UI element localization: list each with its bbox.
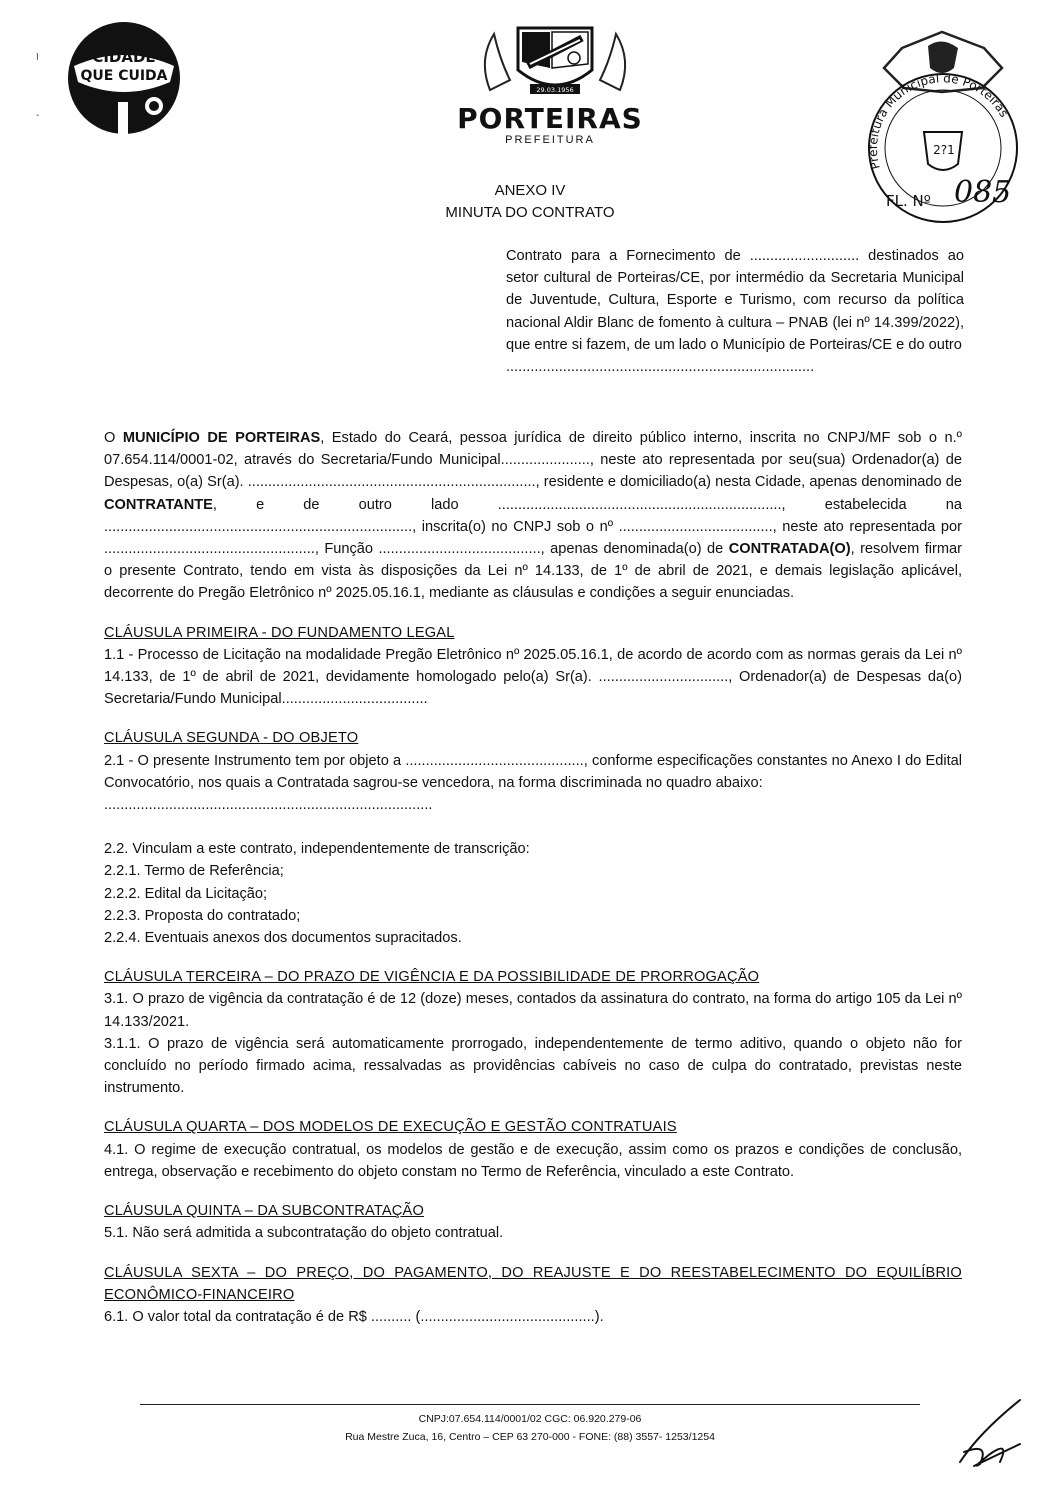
clause-2 (104, 727, 962, 949)
clause-1 (104, 622, 962, 711)
municipio-name: MUNICÍPIO DE PORTEIRAS (122, 430, 321, 446)
prefeitura-stamp (862, 28, 1024, 228)
cidade-que-cuida-logo (66, 22, 184, 170)
clause-title: CLÁUSULA TERCEIRA – DO PRAZO DE VIGÊNCIA E DA POSSIBILIDADE DE PRORROGAÇÃO (104, 969, 760, 986)
brand-subtitle: PREFEITURA (505, 134, 595, 146)
clause-item: 2.2.3. Proposta do contratado; (104, 907, 301, 924)
clause-title: CLÁUSULA QUINTA – DA SUBCONTRATAÇÃO (104, 1203, 425, 1220)
clause-text: 1.1 - Processo de Licitação na modalidade Pregão Eletrônico nº 2025.05.16.1, de acordo de acordo com as normas gerais da Lei nº 14.133, de 1º de abril de 2021, devidamente homologado pelo(a) Sr(a). ................................, Ordenador(a) de Despesas da(o) Secretaria/Fundo Municipal.................................... (104, 646, 962, 708)
clause-text: 3.1.1. O prazo de vigência será automaticamente prorrogado, independentemente de termo aditivo, quando o objeto não for concluído no período firmado acima, ressalvadas as providências cabíveis no caso de culpa do contratado, previstas neste instrumento. (104, 1035, 962, 1097)
clause-3 (104, 966, 962, 1099)
clause-title: CLÁUSULA SEXTA – DO PREÇO, DO PAGAMENTO, DO REAJUSTE E DO REESTABELECIMENTO DO EQUILÍBRIO ECONÔMICO-FINANCEIRO (104, 1264, 962, 1303)
summary-text: Contrato para a Fornecimento de ........................... destinados ao setor cultural de Porteiras/CE, por intermédio da Secretaria Municipal de Juventude, Cultura, Esporte e Turismo, com recurso da política nacional Aldir Blanc de fomento à cultura – PNAB (lei nº 14.399/2022), que entre si fazem, de um lado o Município de Porteiras/CE e do outro (506, 248, 964, 353)
annex-heading (350, 180, 710, 224)
logo-text-line2: QUE CUIDA (80, 68, 168, 84)
annex-title: ANEXO IV (494, 182, 566, 199)
crest-date: 29.03.1956 (536, 86, 574, 94)
margin-mark: I (36, 52, 39, 63)
clause-title: CLÁUSULA QUARTA – DOS MODELOS DE EXECUÇÃO E GESTÃO CONTRATUAIS (104, 1119, 677, 1136)
clause-text: 3.1. O prazo de vigência da contratação é de 12 (doze) meses, contados da assinatura do contrato, na forma do artigo 105 da Lei nº 14.133/2021. (104, 991, 962, 1030)
brand-block (430, 104, 670, 146)
preamble-paragraph: O MUNICÍPIO DE PORTEIRAS, Estado do Ceará, pessoa jurídica de direito público interno, inscrita no CNPJ/MF sob o n.º 07.654.114/0001-02, através do Secretaria/Fundo Municipal......................, neste ato representada por seu(sua) Ordenador(a) de Despesas, o(a) Sr(a). ......................................................................., residente e domiciliado(a) nesta Cidade, apenas denominado de CONTRATANTE, e de outro lado ......................................................................, estabelecida na ............................................................................, inscrita(o) no CNPJ sob o nº ......................................, neste ato representada por ...................................................., Função ........................................, apenas denominada(o) de CONTRATADA(O), resolvem firmar o presente Contrato, tendo em vista às disposições da Lei nº 14.133, de 1º de abril de 2021, e demais legislação aplicável, decorrente do Pregão Eletrônico nº 2025.05.16.1, mediante as cláusulas e condições a seguir enunciadas. (104, 430, 962, 602)
clause-dots: ................................................................................. (104, 797, 433, 814)
clause-text: 5.1. Não será admitida a subcontratação do objeto contratual. (104, 1225, 504, 1242)
margin-mark: - (36, 110, 40, 121)
clause-4 (104, 1116, 962, 1183)
clause-item: 2.2.1. Termo de Referência; (104, 863, 284, 880)
contract-body (104, 427, 962, 1328)
porteiras-crest-icon (470, 20, 640, 100)
stamp-circular-text: Prefeitura Municipal de Porteiras (865, 71, 1012, 171)
footer-cnpj: CNPJ:07.654.114/0001/02 CGC: 06.920.279-06 (418, 1413, 642, 1425)
clause-text: 2.1 - O presente Instrumento tem por objeto a ............................................, conforme especificações constantes no Anexo I do Edital Convocatório, nos quais a Contratada sagrou-se vencedora, na forma discriminada no quadro abaixo: (104, 752, 962, 791)
clause-6 (104, 1262, 962, 1329)
clause-text: 6.1. O valor total da contratação é de R$ .......... (...........................................). (104, 1308, 604, 1325)
clause-item: 2.2.2. Edital da Licitação; (104, 885, 268, 902)
clause-text: 4.1. O regime de execução contratual, os modelos de gestão e de execução, assim como os prazos e condições de conclusão, entrega, observação e recebimento do objeto constam no Termo de Referência, vinculado a este Contrato. (104, 1141, 962, 1180)
stamp-page-number: 085 (954, 175, 1012, 210)
footer (240, 1410, 820, 1446)
footer-address: Rua Mestre Zuca, 16, Centro – CEP 63 270-000 - FONE: (88) 3557- 1253/1254 (345, 1431, 715, 1443)
clause-item: 2.2.4. Eventuais anexos dos documentos supracitados. (104, 930, 462, 947)
footer-divider (140, 1404, 920, 1405)
clause-item: 2.2. Vinculam a este contrato, independentemente de transcrição: (104, 841, 530, 858)
contract-summary (506, 245, 964, 378)
stamp-fl-label: FL. Nº (886, 192, 931, 210)
clause-title: CLÁUSULA SEGUNDA - DO OBJETO (104, 730, 359, 747)
summary-dots: ............................................................................ (506, 359, 815, 376)
contratada-label: CONTRATADA(O) (728, 541, 851, 558)
logo-text-line1: CIDADE (92, 48, 156, 66)
brand-name: PORTEIRAS (457, 102, 643, 135)
clause-5 (104, 1200, 962, 1244)
svg-text:2?1: 2?1 (933, 143, 955, 157)
contratante-label: CONTRATANTE (104, 496, 213, 513)
annex-subtitle: MINUTA DO CONTRATO (445, 204, 615, 221)
handwritten-signature (950, 1392, 1030, 1472)
clause-title: CLÁUSULA PRIMEIRA - DO FUNDAMENTO LEGAL (104, 624, 455, 641)
